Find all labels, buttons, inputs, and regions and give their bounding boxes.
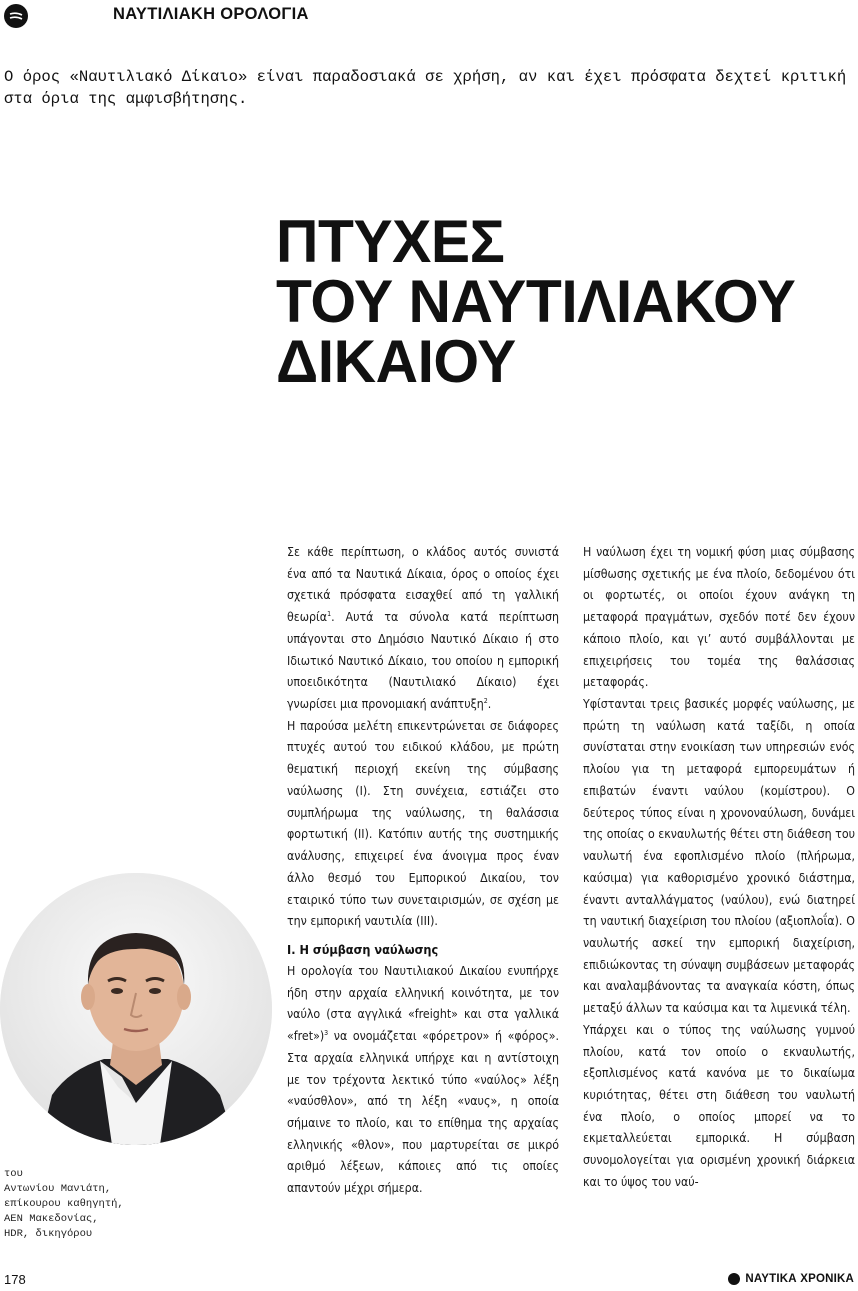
author-portrait	[0, 873, 272, 1145]
footnote-ref[interactable]: 2	[483, 696, 488, 705]
author-portrait-illustration	[0, 873, 272, 1145]
brand-name: ΝΑΥΤΙΚΑ ΧΡΟΝΙΚΑ	[745, 1273, 854, 1285]
author-line-1: του	[4, 1168, 23, 1180]
body-paragraph	[287, 961, 559, 1200]
section-heading: I. Η σύμβαση ναύλωσης	[287, 941, 439, 957]
body-paragraph	[287, 542, 559, 716]
page-number: 178	[4, 1272, 26, 1287]
body-paragraph: Η παρούσα μελέτη επικεντρώνεται σε διάφορες πτυχές αυτού του ειδικού κλάδου, με πρώτη θεματική περιοχή εκείνη της σύμβασης ναύλωσης (I). Στη συνέχεια, εστιάζει στο συμπλήρωμα της ναύλωσης, τη θαλάσσια φορτωτική (II). Κατόπιν αυτής της συστημικής ανάλυσης, επιχειρεί ένα άνοιγμα προς έναν άλλο θεσμό του Εμπορικού Δικαίου, τον εταιρικό τύπο των συνεταιρισμών, σε σχέση με την εμπορική ναυτιλία (III).	[287, 718, 559, 929]
body-column-1	[287, 542, 559, 1200]
brand-logo-icon	[728, 1273, 740, 1285]
title-line-2: ΤΟΥ ΝΑΥΤΙΛΙΑΚΟΥ	[276, 268, 796, 335]
title-line-3: ΔΙΚΑΙΟΥ	[276, 328, 516, 395]
title-line-1: ΠΤΥΧΕΣ	[276, 208, 505, 275]
body-column-2	[583, 542, 855, 1194]
footnote-ref[interactable]: 3	[324, 1029, 329, 1037]
anchor-badge-glyph	[9, 10, 23, 22]
body-text: . Αυτά τα σύνολα κατά περίπτωση υπάγονται στο Δημόσιο Ναυτικό Δίκαιο ή στο Ιδιωτικό Ναυτικό Δίκαιο, του οποίου η εμπορική υποειδικότητα (Ναυτιλιακό Δίκαιο) έχει γνωρίσει μια προνομιακή ανάπτυξη	[287, 610, 559, 712]
footnote-ref[interactable]: 1	[327, 610, 332, 619]
section-label: ΝΑΥΤΙΛΙΑΚΗ ΟΡΟΛΟΓΙΑ	[113, 5, 309, 23]
author-line-5: HDR, δικηγόρου	[4, 1228, 93, 1240]
anchor-badge-icon	[4, 4, 28, 28]
body-paragraph: Υφίστανται τρεις βασικές μορφές ναύλωσης, με πρώτη τη ναύλωση κατά ταξίδι, η οποία συνίσταται στην ενοικίαση των υπηρεσιών ενός πλοίου για τη μεταφορά εμπορευμάτων ή επιβατών έναντι ναύλου (κομίστρου). Ο δεύτερος τύπος είναι η χρονοναύλωση, δυνάμει της οποίας ο εκναυλωτής θέτει στη διάθεση του ναυλωτή ένα εφοπλισμένο πλοίο (πλήρωμα, καύσιμα) για καθορισμένο χρονικό διάστημα, έναντι ανταλλάγματος (ναύλου), ενώ διατηρεί τη ναυτική διαχείριση του πλοίου (αξιοπλοΐα). Ο ναυλωτής ασκεί την εμπορική διαχείριση, επιδιώκοντας τη σύναψη συμβάσεων μεταφοράς και αναλαμβάνοντας τα αναγκαία κόστη, όπως μεταξύ άλλων τα καύσιμα και τα λιμενικά τέλη.	[583, 697, 855, 1016]
author-line-2: Αντωνίου Μανιάτη,	[4, 1183, 112, 1195]
lead-paragraph: Ο όρος «Ναυτιλιακό Δίκαιο» είναι παραδοσιακά σε χρήση, αν και έχει πρόσφατα δεχτεί κριτική στα όρια της αμφισβήτησης.	[4, 68, 847, 108]
article-title	[276, 208, 844, 395]
body-paragraph: Υπάρχει και ο τύπος της ναύλωσης γυμνού πλοίου, κατά τον οποίο ο εκναυλωτής, εξοπλισμένος κατά κανόνα με το δικαίωμα κυριότητας, θέτει στη διάθεση του ναυλωτή ένα πλοίο, ο οποίος μπορεί να το εκμεταλλεύεται εμπορικά. Η σύμβαση συνομολογείται για ορισμένη χρονική διάρκεια και το ύψος του ναύ-	[583, 1022, 855, 1189]
author-line-3: επίκουρου καθηγητή,	[4, 1198, 124, 1210]
footer-brand	[728, 1273, 854, 1285]
author-credit	[4, 1167, 264, 1242]
body-text: Η ορολογία του Ναυτιλιακού Δικαίου ενυπήρχε ήδη στην αρχαία ελληνική κοινότητα, με τον ναύλο (στα αγγλικά «freight» και στα γαλλικά «fret»)	[287, 963, 559, 1044]
body-text: .	[487, 697, 492, 712]
body-text: να ονομάζεται «φόρετρον» ή «φόρος». Στα αρχαία ελληνικά υπήρχε και η αντίστοιχη με τον τρέχοντα λεκτικό τύπο «ναύλος» λέξη «ναύσθλον», από τη λέξη «ναυς», η οποία σήμαινε το πλοίο, και το επίθημα της αρχαίας ελληνικής «θλον», που μαρτυρείται σε μικρό αριθμό λέξεων, κάποιες από τις οποίες απαντούν μέχρι σήμερα.	[287, 1029, 559, 1196]
body-text: Σε κάθε περίπτωση, ο κλάδος αυτός συνιστά ένα από τα Ναυτικά Δίκαια, όρος ο οποίος έχει σχετικά πρόσφατα εισαχθεί από τη γαλλική θεωρία	[287, 545, 559, 625]
author-line-4: ΑΕΝ Μακεδονίας,	[4, 1213, 99, 1225]
body-paragraph: Η ναύλωση έχει τη νομική φύση μιας σύμβασης μίσθωσης σχετικής με ένα πλοίο, δεδομένου ότι οι φορτωτές, οι οποίοι έχουν ανάγκη τη μεταφορά πραγμάτων, σχεδόν ποτέ δεν έχουν κάποιο πλοίο, και γι’ αυτό συμβάλλονται με επιχειρήσεις του τομέα της θαλάσσιας μεταφοράς.	[583, 545, 855, 690]
